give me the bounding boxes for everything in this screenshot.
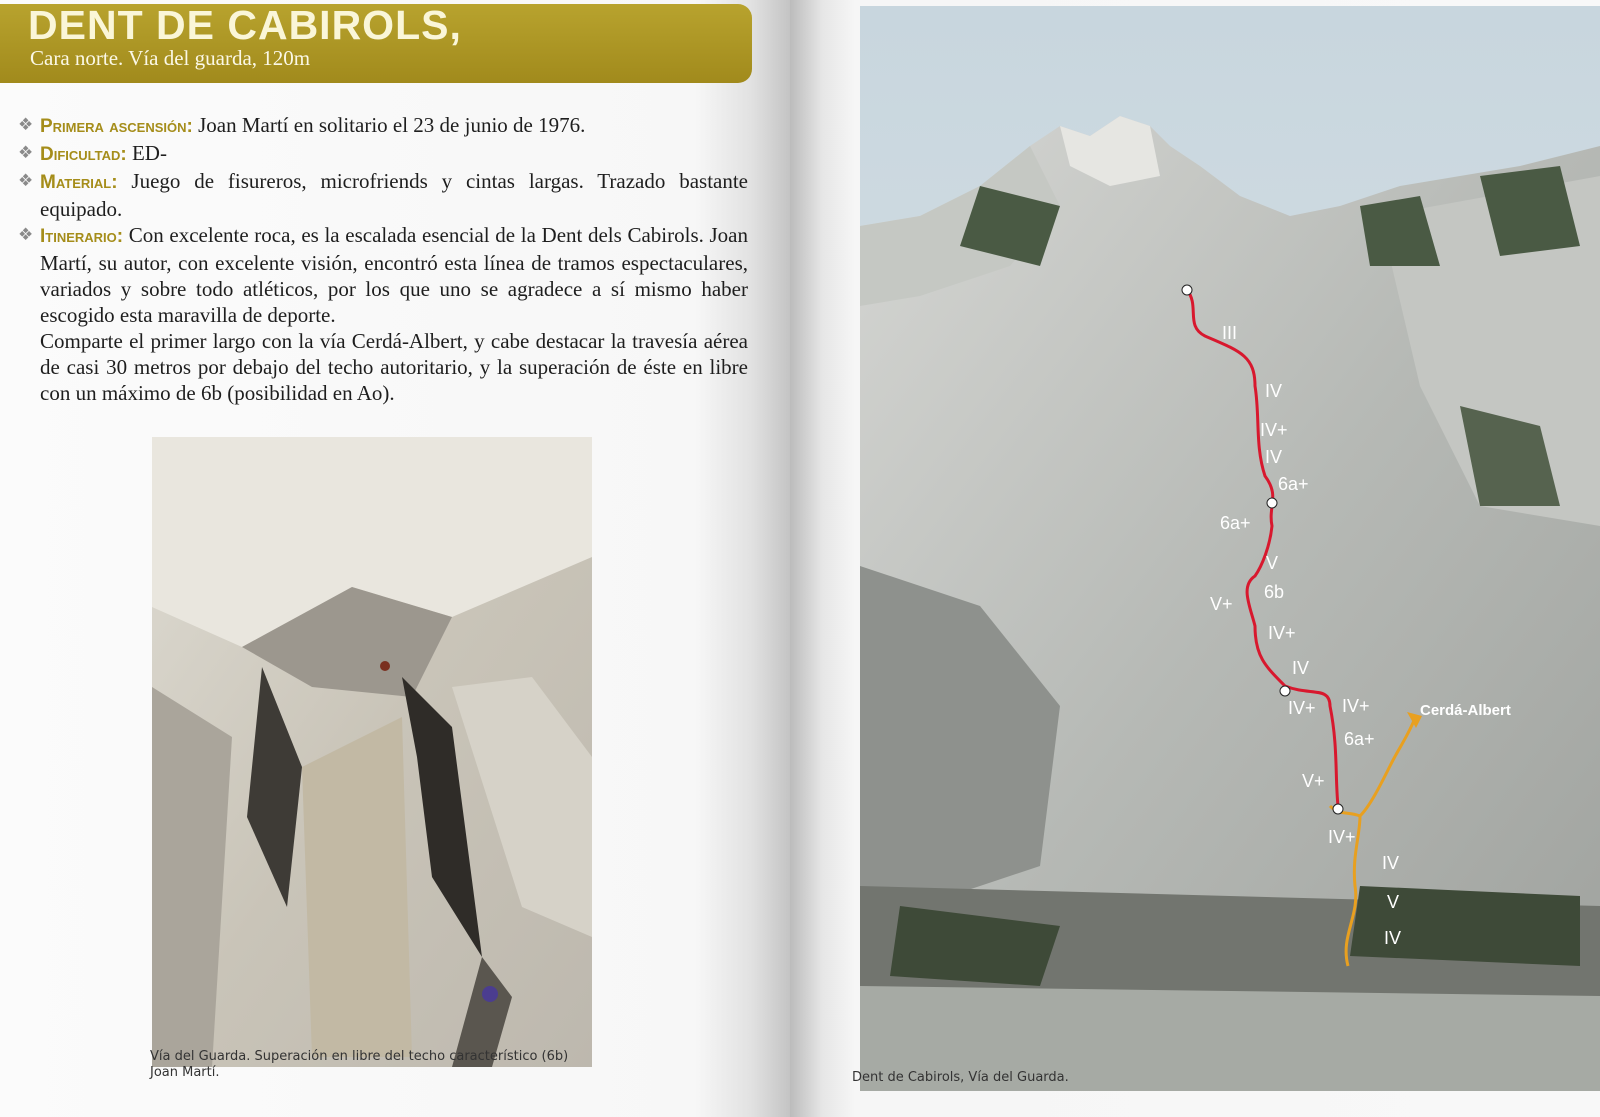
page-subtitle: Cara norte. Vía del guarda, 120m [30, 46, 311, 70]
info-label: Dificultad: [40, 144, 127, 165]
grade-label: 6a+ [1344, 729, 1375, 749]
caption-line: Joan Martí. [150, 1065, 220, 1080]
diamond-bullet-icon: ❖ [18, 171, 34, 190]
grade-label: IV+ [1268, 623, 1296, 643]
info-value: Juego de fisureros, microfriends y cintas largas. Trazado bastante equipado. [40, 169, 749, 221]
info-value: Joan Martí en solitario el 23 de junio de 1976. [198, 113, 586, 137]
diamond-bullet-icon: ❖ [18, 225, 34, 244]
grade-label: IV [1265, 447, 1283, 467]
info-value: Con excelente roca, es la escalada esencial de la Dent dels Cabirols. Joan Martí, su autor, con excelente visión, encontró esta línea de tramos espectaculares, variados y sobre todo atléticos, por los que uno se agradece a sí mismo haber escogido esta maravilla de deporte. [40, 223, 749, 327]
grade-label: V+ [1210, 594, 1233, 614]
grade-label: V [1387, 892, 1400, 912]
left-photo-caption [150, 1049, 568, 1081]
cliff-topo-photo [860, 6, 1600, 1091]
left-page [0, 0, 790, 1117]
grade-label: 6a+ [1220, 513, 1251, 533]
grade-label: IV+ [1288, 698, 1316, 718]
grade-label: IV [1384, 928, 1402, 948]
climber-photo-image [152, 437, 592, 1067]
caption-line: Vía del Guarda. Superación en libre del techo característico (6b) [150, 1049, 569, 1064]
grade-label: 6b [1264, 582, 1285, 602]
info-primera-ascension [18, 112, 748, 140]
right-photo-caption: Dent de Cabirols, Vía del Guarda. [852, 1070, 1069, 1085]
route-info [18, 112, 748, 406]
grade-label: IV+ [1342, 696, 1370, 716]
info-dificultad [18, 140, 748, 168]
info-itinerario [18, 222, 748, 328]
itinerary-paragraph: Comparte el primer largo con la vía Cerdá-Albert, y cabe destacar la travesía aérea de casi 30 metros por debajo del techo autoritario, y la superación de éste en libre con un máximo de 6b (posibilidad en Ao). [40, 329, 748, 405]
grade-label: V+ [1302, 771, 1325, 791]
route-name-label: Cerdá-Albert [1420, 702, 1511, 719]
grade-label: IV [1265, 381, 1283, 401]
info-label: Primera ascensión: [40, 116, 193, 137]
info-material [18, 168, 748, 222]
route-topo [860, 6, 1600, 1091]
climber-photo [152, 437, 592, 1067]
info-label: Material: [40, 172, 118, 193]
grade-label: IV+ [1328, 827, 1356, 847]
grade-label: III [1222, 323, 1238, 343]
diamond-bullet-icon: ❖ [18, 143, 34, 162]
info-value: ED- [131, 141, 167, 165]
right-page [790, 0, 1600, 1117]
grade-label: IV [1292, 658, 1310, 678]
page-title: DENT DE CABIROLS, [28, 2, 462, 48]
grade-label: IV [1382, 853, 1400, 873]
diamond-bullet-icon: ❖ [18, 115, 34, 134]
info-label: Itinerario: [40, 226, 124, 247]
grade-label: V [1266, 553, 1279, 573]
grade-label: IV+ [1260, 420, 1288, 440]
title-band [0, 4, 752, 83]
grade-label: 6a+ [1278, 474, 1309, 494]
